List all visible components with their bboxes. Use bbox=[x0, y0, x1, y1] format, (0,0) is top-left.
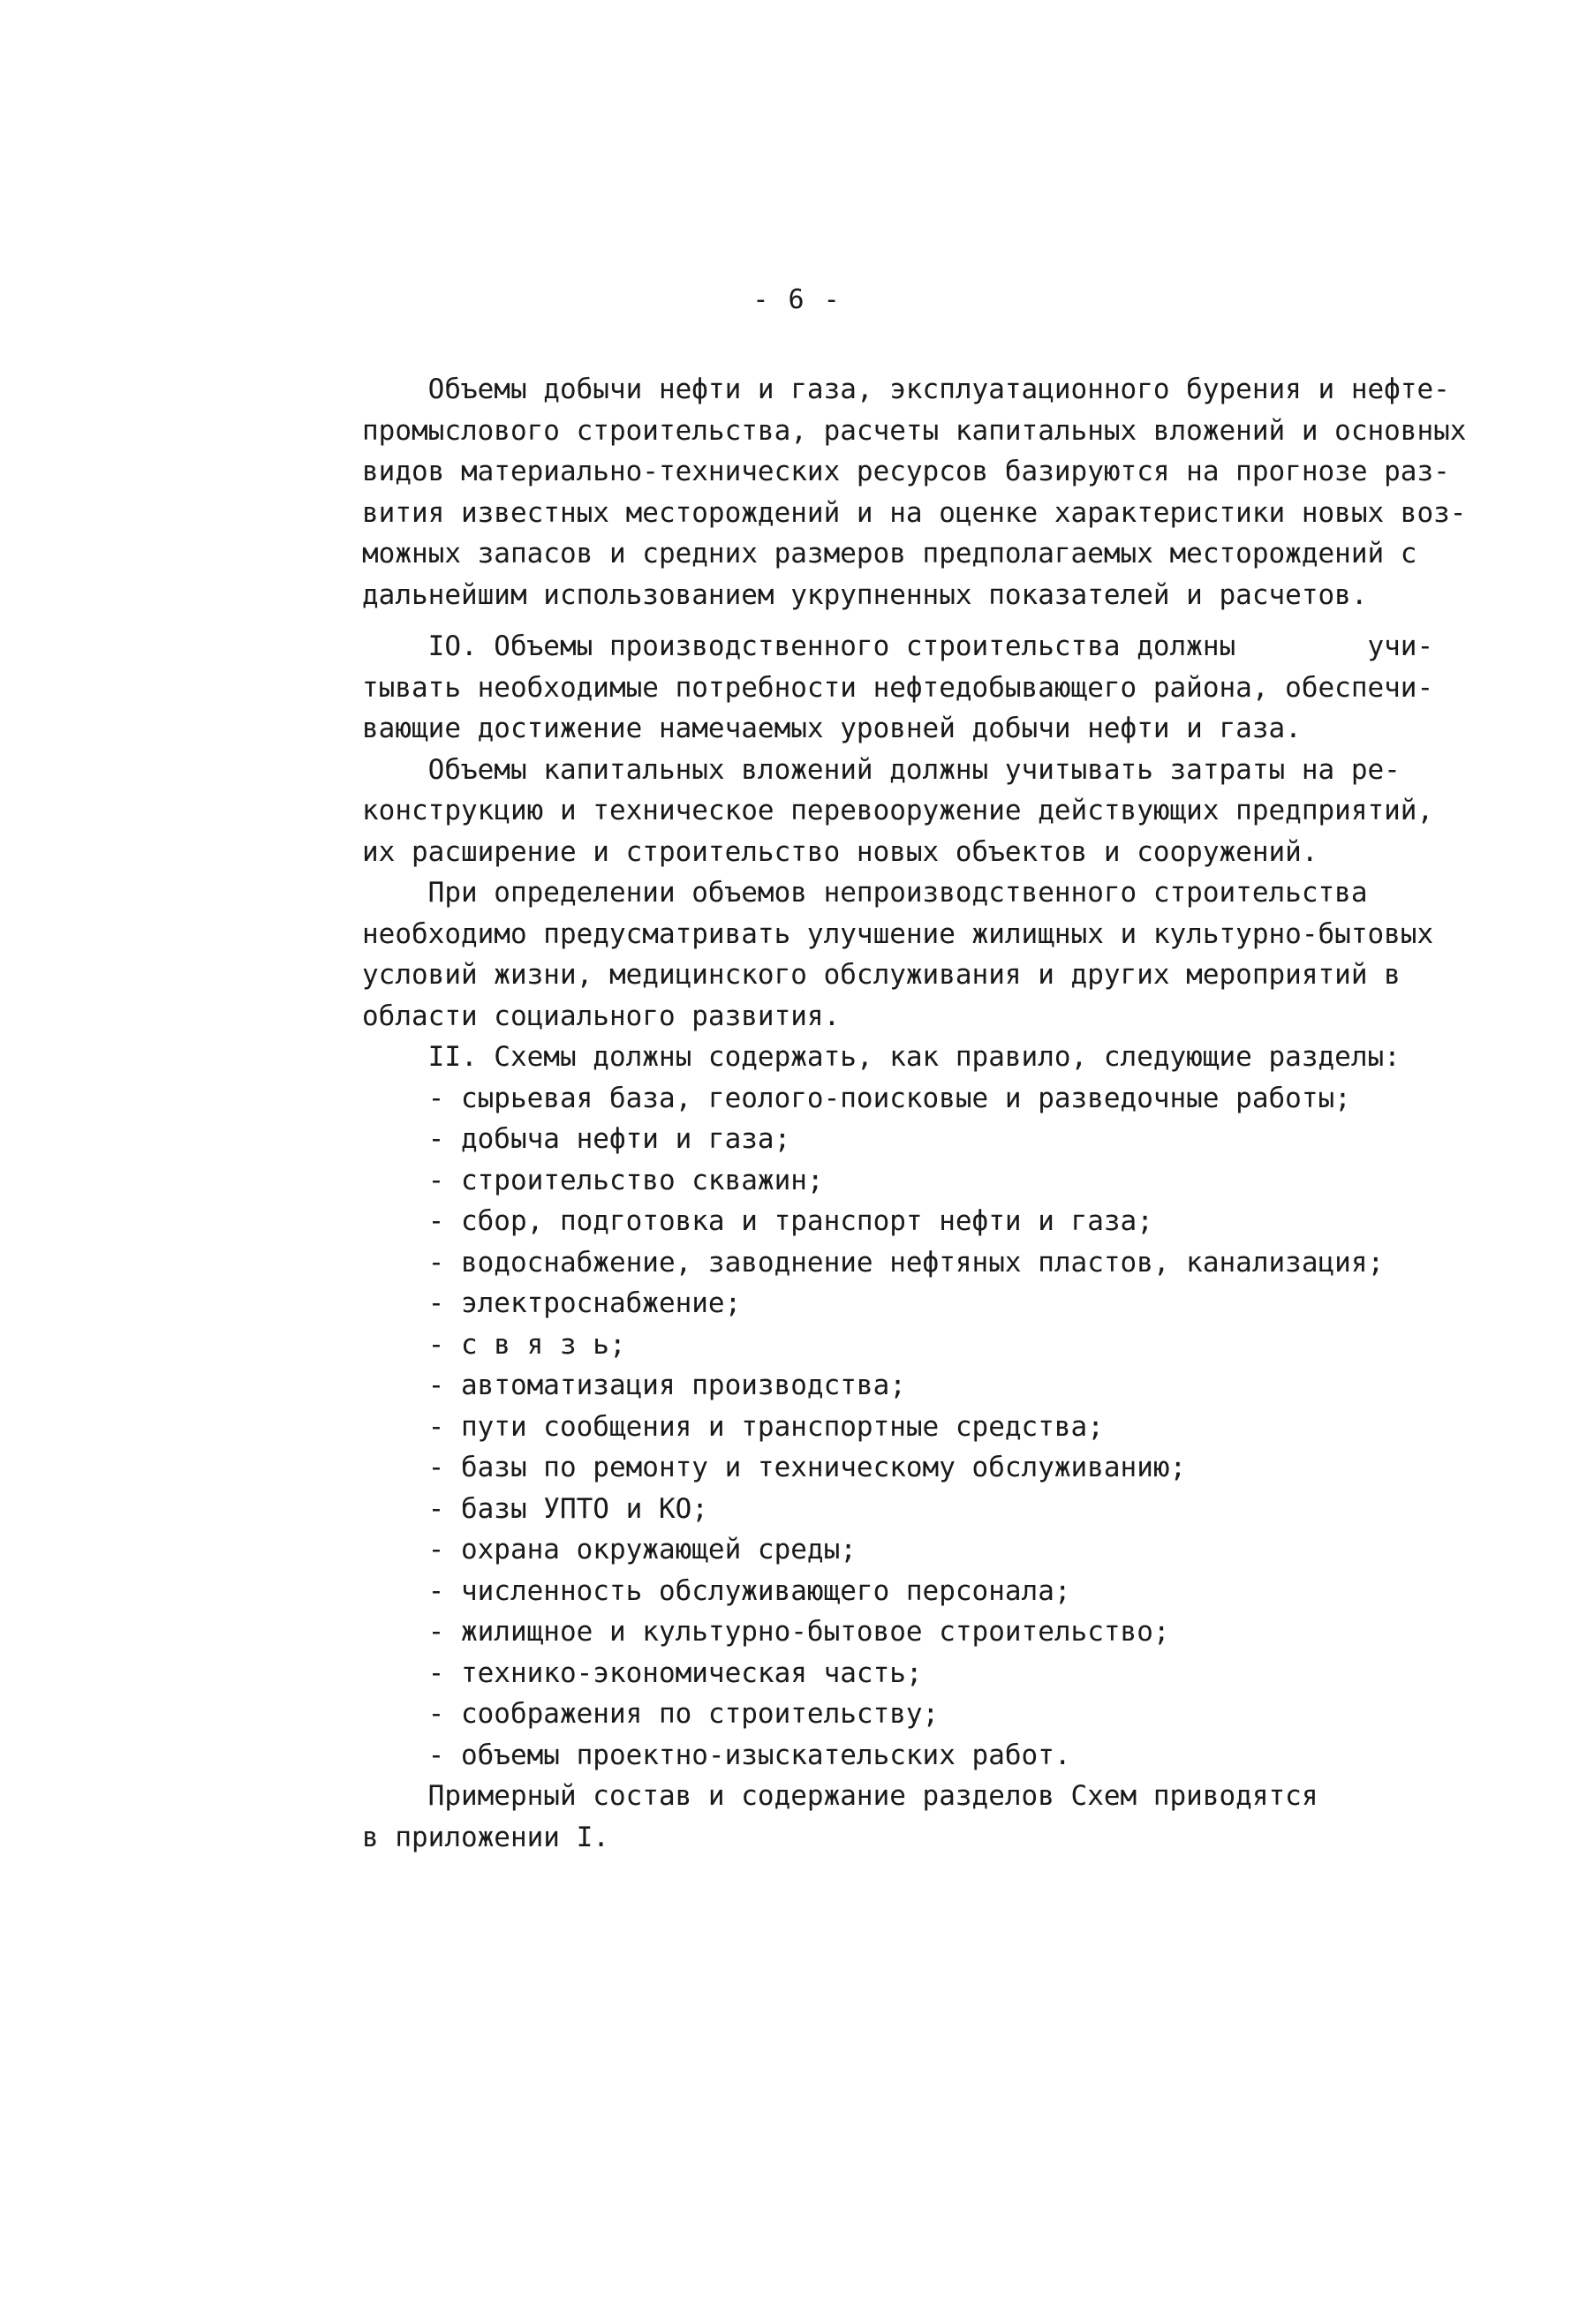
list-item: - сбор, подготовка и транспорт нефти и газа; bbox=[362, 1205, 1153, 1237]
paragraph-line: необходимо предусматривать улучшение жилищных и культурно-бытовых bbox=[362, 917, 1434, 950]
page-number: - 6 - bbox=[752, 284, 842, 315]
paragraph-line: Примерный состав и содержание разделов Схем приводятся bbox=[362, 1780, 1318, 1812]
paragraph-line: можных запасов и средних размеров предполагаемых месторождений с bbox=[362, 538, 1417, 570]
list-item: - строительство скважин; bbox=[362, 1164, 824, 1196]
list-item: - соображения по строительству; bbox=[362, 1698, 940, 1730]
paragraph-line: вития известных месторождений и на оценке характеристики новых воз- bbox=[362, 496, 1467, 529]
paragraph-gap bbox=[362, 615, 1484, 626]
list-item: - технико-экономическая часть; bbox=[362, 1656, 923, 1689]
list-item: - сырьевая база, геолого-поисковые и разведочные работы; bbox=[362, 1082, 1351, 1114]
paragraph-line: Объемы капитальных вложений должны учитывать затраты на ре- bbox=[362, 753, 1401, 786]
list-item: - базы по ремонту и техническому обслуживанию; bbox=[362, 1452, 1187, 1483]
list-item: - численность обслуживающего персонала; bbox=[362, 1574, 1071, 1607]
paragraph-line: тывать необходимые потребности нефтедобывающего района, обеспечи- bbox=[362, 671, 1434, 704]
paragraph-line: IO. Объемы производственного строительства должны учи- bbox=[362, 630, 1434, 662]
paragraph-line: При определении объемов непроизводственного строительства bbox=[362, 877, 1368, 909]
list-item: - с в я з ь; bbox=[362, 1328, 626, 1361]
paragraph-line: промыслового строительства, расчеты капитальных вложений и основных bbox=[362, 414, 1467, 447]
paragraph-line: конструкцию и техническое перевооружение действующих предприятий, bbox=[362, 795, 1434, 826]
paragraph-line: дальнейшим использованием укрупненных показателей и расчетов. bbox=[362, 578, 1368, 611]
list-item: - электроснабжение; bbox=[362, 1287, 742, 1319]
list-item: - жилищное и культурно-бытовое строительство; bbox=[362, 1616, 1170, 1648]
list-item: - водоснабжение, заводнение нефтяных пластов, канализация; bbox=[362, 1246, 1385, 1279]
paragraph-line: видов материально-технических ресурсов базируются на прогнозе раз- bbox=[362, 456, 1450, 487]
list-item: - охрана окружающей среды; bbox=[362, 1534, 857, 1566]
list-item: - пути сообщения и транспортные средства; bbox=[362, 1410, 1104, 1443]
paragraph-line: вающие достижение намечаемых уровней добычи нефти и газа. bbox=[362, 713, 1302, 744]
document-body bbox=[362, 369, 1484, 1858]
list-item: - базы УПТО и КО; bbox=[362, 1492, 708, 1525]
list-item: - добыча нефти и газа; bbox=[362, 1123, 791, 1155]
list-item: - объемы проектно-изыскательских работ. bbox=[362, 1739, 1071, 1771]
section-heading-line: II. Схемы должны содержать, как правило, следующие разделы: bbox=[362, 1041, 1401, 1073]
paragraph-line: Объемы добычи нефти и газа, эксплуатационного бурения и нефте- bbox=[362, 374, 1450, 405]
paragraph-line: условий жизни, медицинского обслуживания и других мероприятий в bbox=[362, 959, 1401, 991]
paragraph-line: области социального развития. bbox=[362, 1000, 841, 1032]
paragraph-line: их расширение и строительство новых объектов и сооружений. bbox=[362, 835, 1318, 868]
paragraph-line: в приложении I. bbox=[362, 1821, 609, 1853]
list-item: - автоматизация производства; bbox=[362, 1370, 906, 1401]
